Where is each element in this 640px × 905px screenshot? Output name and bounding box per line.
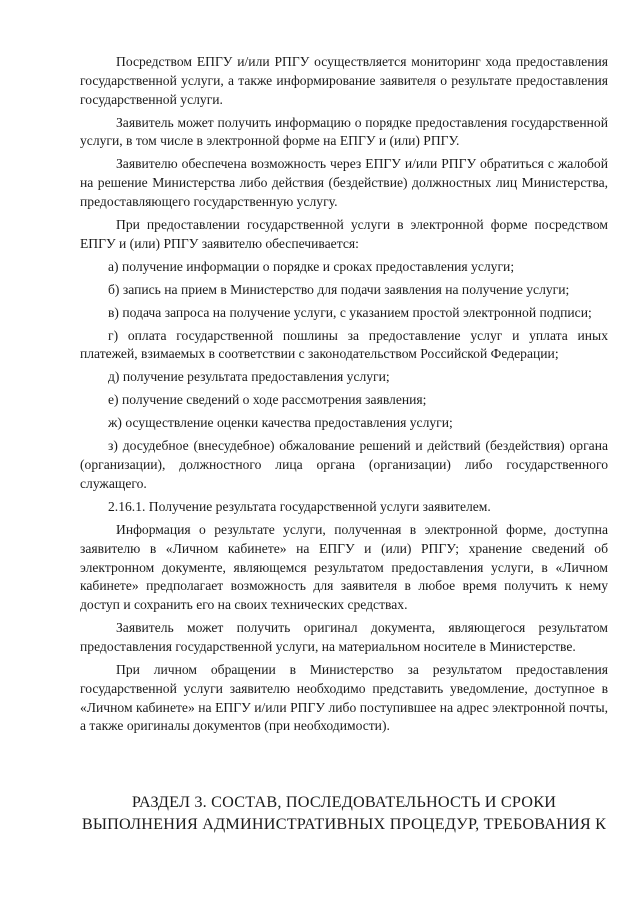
list-item-b: б) запись на прием в Министерство для подачи заявления на получение услуги; xyxy=(108,281,570,297)
list-item-zh: ж) осуществление оценки качества предоставления услуги; xyxy=(108,415,453,431)
paragraph-complaint: Заявителю обеспечена возможность через ЕПГУ и/или РПГУ обратиться с жалобой на решение Министерства либо действия (бездействие) должностных лиц Министерства, предоставляющего государственную услугу. xyxy=(80,156,608,209)
list-item-g: г) оплата государственной пошлины за предоставление услуг и уплата иных платежей, взимаемых в соответствии с законодательством Российской Федерации; xyxy=(80,327,608,362)
paragraph-electronic-form: При предоставлении государственной услуги в электронной форме посредством ЕПГУ и (или) РПГУ заявителю обеспечивается: xyxy=(80,216,608,251)
paragraph-personal-visit: При личном обращении в Министерство за результатом предоставления государственной услуги заявителю необходимо представить уведомление, доступное в «Личном кабинете» на ЕПГУ и/или РПГУ либо поступившее на адрес электронной почты, а также оригиналы документов (при необходимости). xyxy=(80,661,608,734)
document-body xyxy=(80,53,608,740)
paragraph-result-info: Информация о результате услуги, полученная в электронной форме, доступна заявителю в «Личном кабинете» на ЕПГУ и (или) РПГУ; хранение сведений об электронном документе, являющемся результатом предоставления услуги, в «Личном кабинете» предполагает возможность для заявителя в любое время получить к нему доступ и сохранить его на своих технических средствах. xyxy=(80,521,608,613)
section-heading-line-1: РАЗДЕЛ 3. СОСТАВ, ПОСЛЕДОВАТЕЛЬНОСТЬ И СРОКИ xyxy=(131,793,557,811)
paragraph-monitoring: Посредством ЕПГУ и/или РПГУ осуществляется мониторинг хода предоставления государственной услуги, а также информирование заявителя о результате предоставления государственной услуги. xyxy=(80,54,608,107)
list-item-v: в) подача запроса на получение услуги, с указанием простой электронной подписи; xyxy=(108,304,592,320)
subsection-title: 2.16.1. Получение результата государственной услуги заявителем. xyxy=(108,498,491,514)
list-item-a: а) получение информации о порядке и сроках предоставления услуги; xyxy=(108,258,515,274)
section-heading-line-2: ВЫПОЛНЕНИЯ АДМИНИСТРАТИВНЫХ ПРОЦЕДУР, ТРЕБОВАНИЯ К xyxy=(81,815,607,833)
paragraph-info: Заявитель может получить информацию о порядке предоставления государственной услуги, в том числе в электронной форме на ЕПГУ и (или) РПГУ. xyxy=(80,114,608,149)
paragraph-original: Заявитель может получить оригинал документа, являющегося результатом предоставления государственной услуги, на материальном носителе в Министерстве. xyxy=(80,620,608,654)
list-item-e: е) получение сведений о ходе рассмотрения заявления; xyxy=(108,392,427,408)
list-item-z: з) досудебное (внесудебное) обжалование решений и действий (бездействия) органа (организации), должностного лица органа (организации) либо государственного служащего. xyxy=(80,438,608,491)
section-heading xyxy=(80,791,608,835)
list-item-d: д) получение результата предоставления услуги; xyxy=(108,369,390,385)
